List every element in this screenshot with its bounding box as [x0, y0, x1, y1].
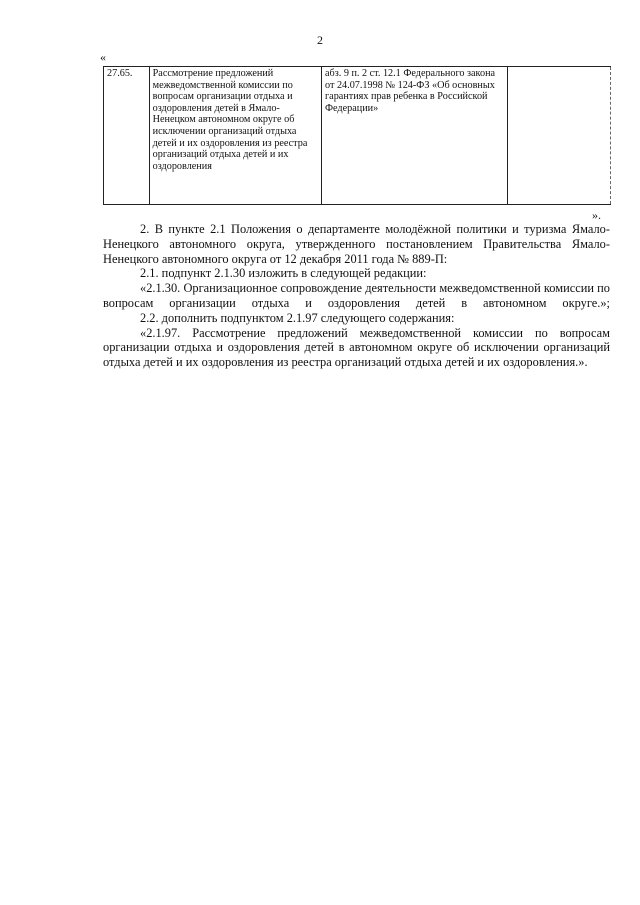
paragraph-text-2-1-97: «2.1.97. Рассмотрение предложений межведомственной комиссии по вопросам организации отдыха и оздоровления детей в автономном округе об исключении организаций отдыха детей и их оздоровления из реестра организаций отдыха детей и их оздоровления.». [103, 325, 610, 370]
closing-quote-mark: ». [592, 208, 601, 222]
amendment-table [103, 66, 611, 205]
page-number: 2 [317, 33, 323, 47]
document-body [103, 222, 610, 370]
opening-quote-mark: « [100, 50, 106, 64]
paragraph-subclause-2-2: 2.2. дополнить подпунктом 2.1.97 следующего содержания: [140, 310, 455, 325]
row-legal-basis-cell: абз. 9 п. 2 ст. 12.1 Федерального закона от 24.07.1998 № 124-ФЗ «Об основных гарантиях прав ребенка в Российской Федерации» [322, 67, 508, 205]
paragraph-text-2-1-30: «2.1.30. Организационное сопровождение деятельности межведомственной комиссии по вопросам организации отдыха и оздоровления детей в автономном округе.»; [103, 281, 610, 310]
row-number-cell: 27.65. [104, 67, 150, 205]
paragraph-subclause-2-1: 2.1. подпункт 2.1.30 изложить в следующей редакции: [140, 266, 427, 281]
row-description-cell: Рассмотрение предложений межведомственной комиссии по вопросам организации отдыха и оздоровления детей в Ямало-Ненецком автономном округе об исключении организаций отдыха детей и их оздоровления из реестра организаций отдыха детей и их оздоровления [149, 67, 321, 205]
table-row [104, 67, 611, 205]
row-empty-cell [507, 67, 610, 205]
paragraph-clause-2: 2. В пункте 2.1 Положения о департаменте молодёжной политики и туризма Ямало-Ненецкого автономного округа, утвержденного постановлением Правительства Ямало-Ненецкого автономного округа от 12 декабря 2011 года № 889-П: [103, 222, 610, 266]
